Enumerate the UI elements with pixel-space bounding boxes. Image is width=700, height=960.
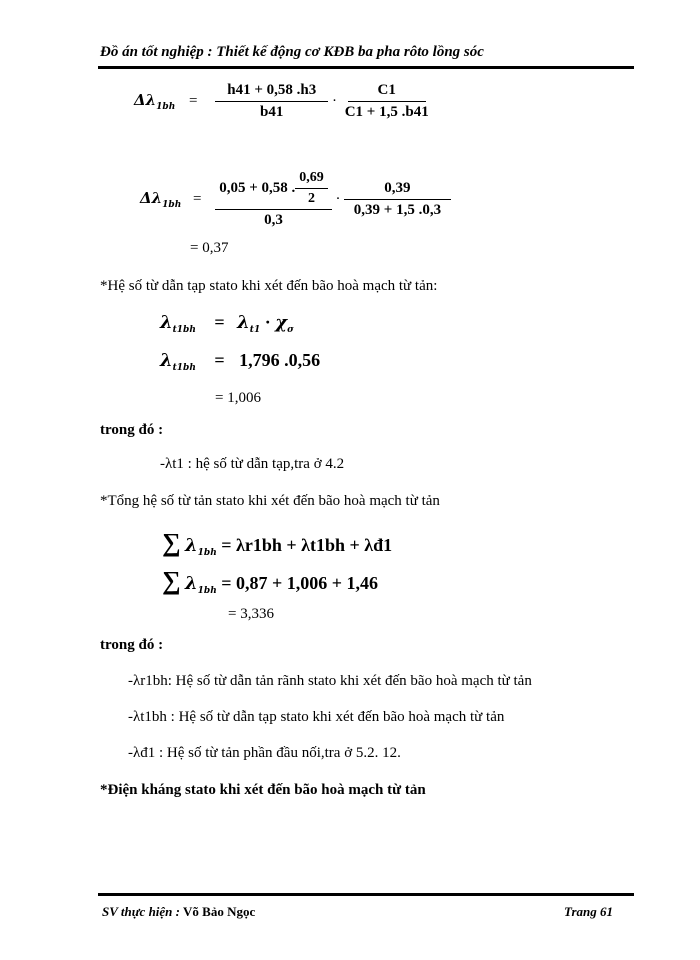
equation-4-line-2 bbox=[162, 566, 378, 596]
eq2-result: = 0,37 bbox=[190, 240, 229, 256]
eq1-f1-numerator: h41 + 0,58 .h3 bbox=[215, 82, 328, 102]
paragraph-tong-he-so: *Tổng hệ số từ tản stato khi xét đến bão hoà mạch từ tản bbox=[100, 493, 440, 509]
eq1-f2-denominator: C1 + 1,5 .b41 bbox=[344, 104, 429, 120]
trong-do-label-2: trong đó : bbox=[100, 637, 164, 653]
eq1-dot: · bbox=[331, 92, 337, 109]
eq1-fraction-2 bbox=[341, 82, 433, 121]
eq3-l1-equals: = bbox=[214, 312, 225, 332]
eq2-fraction-2 bbox=[344, 180, 450, 219]
eq4-l2-sum: ∑ bbox=[162, 566, 181, 595]
definition-lambda-t1bh: -λt1bh : Hệ số từ dẫn tạp stato khi xét đến bão hoà mạch từ tản bbox=[128, 709, 505, 725]
paragraph-tap-stato: *Hệ số từ dẫn tạp stato khi xét đến bão hoà mạch từ tản: bbox=[100, 278, 438, 294]
eq4-l1-rhs: = λr1bh + λt1bh + λđ1 bbox=[221, 535, 393, 555]
footer-author-label: SV thực hiện : bbox=[102, 904, 180, 919]
footer-author-name: Võ Bảo Ngọc bbox=[183, 904, 256, 919]
definition-lambda-t1: -λt1 : hệ số từ dẫn tạp,tra ở 4.2 bbox=[160, 456, 345, 472]
eq2-f2-numerator: 0,39 bbox=[344, 180, 450, 200]
eq4-l2-lhs: $\lambda_{1bh}$ bbox=[185, 573, 217, 596]
eq2-f2-denominator: 0,39 + 1,5 .0,3 bbox=[353, 202, 442, 218]
eq2-equals: = bbox=[193, 190, 202, 207]
eq3-l2-equals: = bbox=[214, 350, 225, 370]
page-header: Đồ án tốt nghiệp : Thiết kế động cơ KĐB ba pha rôto lồng sóc bbox=[100, 44, 484, 60]
eq1-f2-numerator: C1 bbox=[348, 82, 426, 102]
eq2-inner-denominator: 2 bbox=[308, 191, 316, 206]
equation-4-line-1 bbox=[162, 528, 392, 558]
eq3-l2-lhs: $\lambda_{t1bh}$ bbox=[160, 350, 196, 373]
equation-3-line-2 bbox=[160, 350, 320, 371]
eq4-l1-lhs: $\lambda_{1bh}$ bbox=[185, 535, 217, 558]
eq2-fraction-1 bbox=[215, 170, 332, 229]
eq3-l1-chi: $\chi_\sigma$ bbox=[275, 312, 294, 335]
definition-lambda-r1bh: -λr1bh: Hệ số từ dẫn tản rãnh stato khi xét đến bão hoà mạch từ tản bbox=[128, 673, 532, 689]
eq2-dot: · bbox=[335, 190, 341, 207]
eq4-l2-rhs: = 0,87 + 1,006 + 1,46 bbox=[221, 573, 379, 593]
eq3-l1-lhs: $\lambda_{t1bh}$ bbox=[160, 312, 196, 335]
equation-3-line-1 bbox=[160, 312, 294, 333]
eq1-f1-denominator: b41 bbox=[260, 104, 284, 120]
definition-lambda-d1: -λđ1 : Hệ số từ tản phần đầu nối,tra ở 5.2. 12. bbox=[128, 745, 401, 761]
footer-rule bbox=[98, 893, 634, 896]
footer-page-number: Trang 61 bbox=[564, 904, 613, 919]
eq4-l1-sum: ∑ bbox=[162, 528, 181, 557]
equation-1 bbox=[134, 82, 433, 121]
footer-author bbox=[102, 904, 255, 920]
eq3-l1-rhs-lambda: $\lambda_{t1}$ bbox=[237, 312, 261, 335]
eq2-lhs: $\Delta\lambda_{1bh}$ bbox=[140, 188, 182, 210]
eq4-result: = 3,336 bbox=[228, 606, 274, 622]
equation-2 bbox=[140, 170, 451, 229]
eq2-f1-num-text: 0,05 + 0,58 . bbox=[219, 180, 296, 196]
eq2-inner-fraction bbox=[295, 170, 328, 207]
eq3-result: = 1,006 bbox=[215, 390, 261, 406]
eq1-equals: = bbox=[189, 92, 198, 109]
eq1-lhs: $\Delta\lambda_{1bh}$ bbox=[134, 90, 176, 112]
eq2-f1-numerator bbox=[215, 170, 332, 210]
eq3-l2-rhs: 1,796 .0,56 bbox=[239, 350, 321, 370]
eq2-inner-numerator: 0,69 bbox=[295, 170, 328, 189]
trong-do-label-1: trong đó : bbox=[100, 422, 164, 438]
header-rule bbox=[98, 66, 634, 69]
eq3-l1-dot: · bbox=[264, 312, 271, 332]
paragraph-dien-khang: *Điện kháng stato khi xét đến bão hoà mạch từ tản bbox=[100, 782, 426, 798]
eq2-f1-denominator: 0,3 bbox=[264, 212, 283, 228]
eq1-fraction-1 bbox=[215, 82, 328, 121]
